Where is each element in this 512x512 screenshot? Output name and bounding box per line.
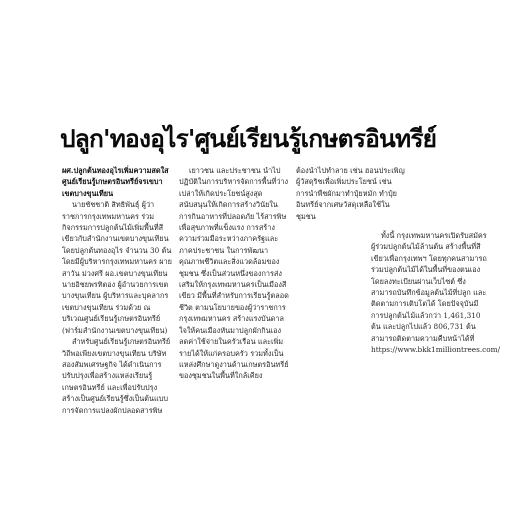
article-paragraph: ทั้งนี้ กรุงเทพมหานครเปิดรับสมัครผู้ร่วมปลูกต้นไม้ล้านต้น สร้างพื้นที่สีเขียวเพื่อกรุงเทพฯ โดยทุกคนสามารถร่วมปลูกต้นไม้ได้ในพื้นที่ของตนเอง โดยลงทะเบียนผ่านเว็บไซต์ ซึ่งสามารถบันทึกข้อมูลต้นไม้ที่ปลูก และติดตามการเติบโตได้ โดยปัจจุบันมีการปลูกต้นไม้แล้วกว่า 1,461,310 ต้น และปลูกไปแล้ว 806,731 ต้น สามารถติดตามความคืบหน้าได้ที่ https://www.bkk1milliontrees.com/ [371,231,501,355]
article-headline: ปลูก'ทองอุไร'ศูนย์เรียนรู้เกษตรอินทรีย์ [60,124,437,153]
article-column-2 [179,165,289,400]
article-paragraph: ต้องนำไปทำลาย เช่น ฮอนประเพิญผู้วัสดุริชเพื่อเพิ่มประโยชน์ เช่นการนำพืชผักมาทำปุ๋ยหมัก ทำปุ๋ยอินทรีย์จากเศษวัสดุเหลือใช้ในชุมชน [296,166,405,221]
article-paragraph: นายชัชชาติ สิทธิพันธุ์ ผู้ว่าราชการกรุงเทพมหานคร ร่วมกิจกรรมการปลูกต้นไม้เพิ่มพื้นที่สีเขียวกับสำนักงานเขตบางขุนเทียน โดยปลูกต้นทองอุไร จำนวน 30 ต้น โดยมีผู้บริหารกรุงเทพมหานคร ผายสาวัน ม่วงศรี ผอ.เขตบางขุนเทียน นายอิชยพรทิตอง ผู้อำนวยการเขตบางขุนเทียน ผู้บริหารและบุคลากรเขตบางขุนเทียน ร่วมด้วย ณ บริเวณศูนย์เรียนรู้เกษตรอินทรีย์ (ฟาร์มสำนักงานเขตบางขุนเทียน) [62,200,172,335]
article-paragraph: เยาวชน และประชาชน นำไปปฏิบัติในการบริหารจัดการพื้นที่ว่างเปล่าให้เกิดประโยชน์สูงสุด สนับสนุนให้เกิดการสร้างวินัยในการกินอาหารที่ปลอดภัย ไร้สารพิษ เพื่อสุขภาพที่แข็งแรง การสร้างความร่วมมือระหว่างภาครัฐและภาคประชาชน ในการพัฒนาคุณภาพชีวิตและสิ่งแวดล้อมของชุมชน ซึ่งเป็นส่วนหนึ่งของการส่งเสริมให้กรุงเทพมหานครเป็นเมืองสีเขียว มีพื้นที่สำหรับการเรียนรู้ตลอดชีวิต ตามนโยบายของผู้ว่าราชการกรุงเทพมหานคร สร้างแรงบันดาลใจให้คนเมืองหันมาปลูกผักกินเอง ลดค่าใช้จ่ายในครัวเรือน และเพิ่มรายได้ให้แก่ครอบครัว รวมทั้งเป็นแหล่งศึกษาดูงานด้านเกษตรอินทรีย์ของชุมชนในพื้นที่ใกล้เคียง [179,166,289,381]
article-lead: ผศ.ปลูกต้นทองอุไรเพิ่มความสดใส ศูนย์เรียนรู้เกษตรอินทรีย์จรเขบาเขตบางขุนเทียน [62,166,169,198]
article-column-4 [371,230,501,400]
article-paragraph: สำหรับศูนย์เรียนรู้เกษตรอินทรีย์วิถีพอเพียงเขตบางขุนเทียน บริษัทสองสัมพเศรษฐกิจ ได้ดำเนินการปรับปรุงเพื่อสร้างแหล่งเรียนรู้เกษตรอินทรีย์ และเพื่อปรับปรุงสร้างเป็นศูนย์เรียนรู้ซึ่งเป็นต้นแบบการจัดการแปลงผักปลอดสารพิษ [62,337,171,415]
article-column-1 [62,165,172,415]
